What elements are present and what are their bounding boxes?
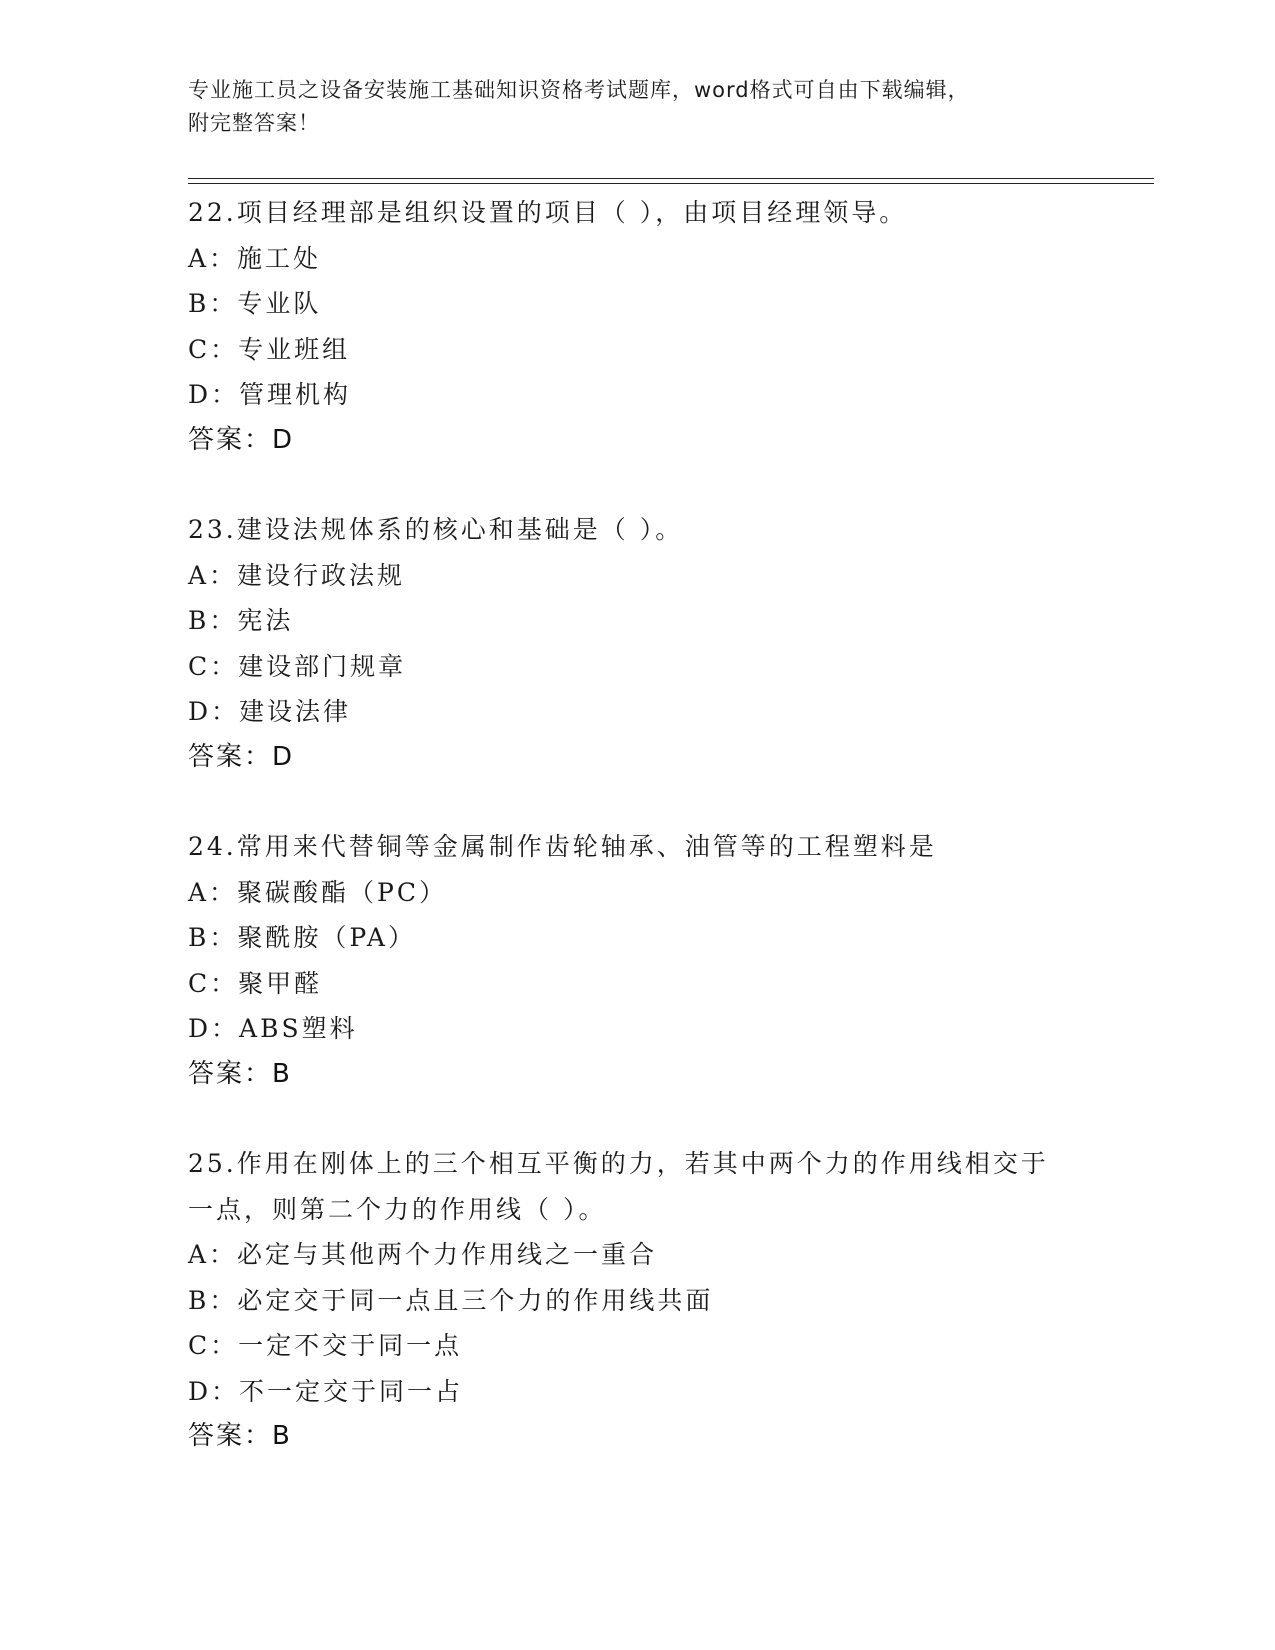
- question-22: [188, 190, 1128, 463]
- question-list: [188, 190, 1128, 1504]
- option-d: D：ABS塑料: [188, 1014, 358, 1043]
- option-c: C：专业班组: [188, 334, 351, 364]
- document-header: [188, 74, 1088, 140]
- answer-line: 答案：D: [188, 424, 295, 455]
- answer-line: 答案：B: [188, 1058, 292, 1089]
- option-c: C：一定不交于同一点: [188, 1331, 463, 1360]
- option-a: A：建设行政法规: [188, 560, 406, 590]
- option-a: A：施工处: [188, 243, 322, 273]
- answer-line: 答案：D: [188, 741, 295, 772]
- header-divider-top: [188, 178, 1154, 179]
- option-c: C：建设部门规章: [188, 651, 407, 681]
- question-stem: 24.常用来代替铜等金属制作齿轮轴承、油管等的工程塑料是: [188, 832, 937, 861]
- option-a: A：必定与其他两个力作用线之一重合: [188, 1240, 658, 1269]
- header-divider-bottom: [188, 183, 1154, 184]
- question-24: [188, 824, 1128, 1097]
- header-line-1: 专业施工员之设备安装施工基础知识资格考试题库，word格式可自由下载编辑，: [188, 78, 970, 102]
- question-25: [188, 1141, 1128, 1460]
- question-23: [188, 507, 1128, 780]
- question-stem: 23.建设法规体系的核心和基础是（ ）。: [188, 515, 684, 544]
- option-d: D：管理机构: [188, 380, 352, 409]
- question-stem-line-2: 一点，则第二个力的作用线（ ）。: [188, 1194, 607, 1224]
- option-b: B：专业队: [188, 289, 322, 318]
- option-d: D：不一定交于同一占: [188, 1376, 464, 1406]
- option-b: B：必定交于同一点且三个力的作用线共面: [188, 1285, 714, 1315]
- option-d: D：建设法律: [188, 697, 352, 726]
- question-stem-line-1: 25.作用在刚体上的三个相互平衡的力，若其中两个力的作用线相交于: [188, 1149, 1049, 1178]
- option-b: B：宪法: [188, 606, 294, 635]
- answer-line: 答案：B: [188, 1421, 292, 1451]
- option-a: A：聚碳酸酯（PC）: [188, 877, 448, 907]
- option-c: C：聚甲醛: [188, 968, 323, 998]
- option-b: B：聚酰胺（PA）: [188, 923, 416, 952]
- header-line-2: 附完整答案！: [188, 111, 320, 135]
- question-stem: 22.项目经理部是组织设置的项目（ ），由项目经理领导。: [188, 198, 908, 227]
